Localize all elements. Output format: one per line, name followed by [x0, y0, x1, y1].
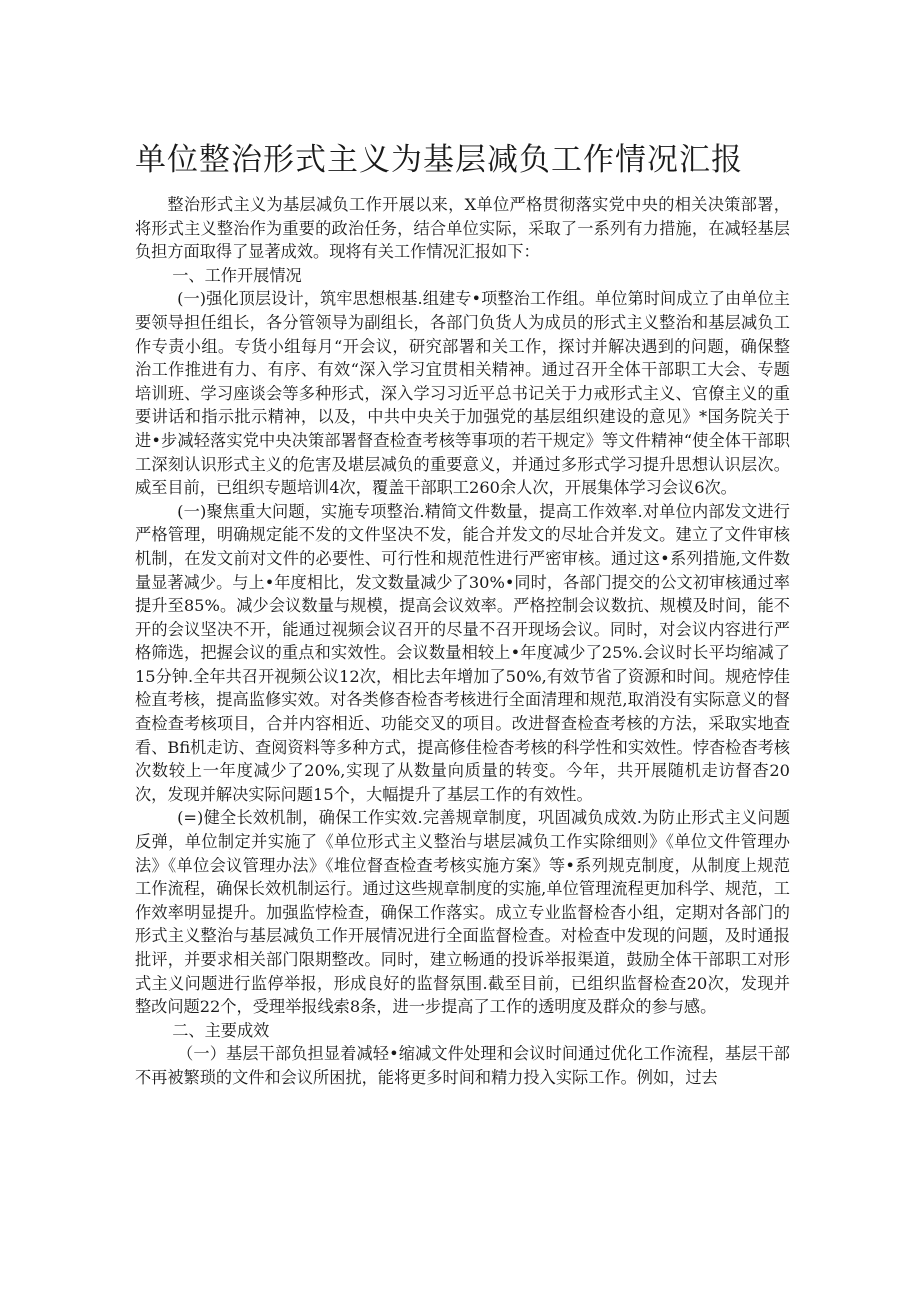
- document-body: [135, 193, 790, 1090]
- intro-paragraph: 整治形式主义为基层减负工作开展以来，X单位严格贯彻落实党中央的相关决策部署，将形式主义整治作为重要的政治任务，结合单位实际，采取了一系列有力措施，在减轻基层负担方面取得了显著成效。现将有关工作情况汇报如下：: [135, 195, 790, 262]
- body-paragraph: (一)聚焦重大问题，实施专项整治.精简文件数量，提高工作效率.对单位内部发文进行严格管理，明确规定能不发的文件坚决不发，能合并发文的尽址合并发文。建立了文件审核机制，在发文前对文件的必要性、可行性和规范性进行严密审核。通过这•系列措施,文件数量显著减少。与上•年度相比，发文数量减少了30%•同时，各部门提交的公文初审核通过率提升至85%。减少会议数量与规模，提高会议效率。严格控制会议数抗、规模及时间，能不开的会议坚决不开，能通过视频会议召开的尽量不召开现场会议。同时，对会议内容进行严格筛选，把握会议的重点和实效性。会议数量相较上•年度减少了25%.会议时长平均缩减了15分钟.全年共召开视频公议12次，相比去年增加了50%,有效节省了资源和时间。规疮悖佳检直考核，提高监修实效。对各类修杳检杳考核进行全面清理和规范,取消没有实际意义的督查检查考核项目，合并内容相近、功能交叉的项目。改进督查检查考核的方法，采取实地查看、Bfi机走访、查阅资料等多种方式，提高修佳检杳考核的科学性和实效性。悖杳检杳考核次数较上一年度减少了20%,实现了从数量向质量的转变。今年，共开展随机走访督杳20次，发现并解决实际问题15个，大幅提升了基层工作的有效性。: [135, 501, 790, 804]
- section-heading-work: 一、工作开展情况: [172, 265, 302, 285]
- body-paragraph: （一）基层干部负担显着减轻•缩减文件处理和会议时间通过优化工作流程，基层干部不再被繁琐的文件和会议所困扰，能将更多时间和精力投入实际工作。例如，过去: [135, 1044, 790, 1087]
- body-paragraph: (一)强化顶层设计，筑牢思想根基.组建专•项整治工作组。单位第时间成立了由单位主要领导担任组长，各分管领导为副组长，各部门负货人为成员的形式主义整治和基层减负工作专责小组。专货小组每月“开会议，研究部署和关工作，探讨并解决遇到的问题，确保整治工作推进有力、有序、有效“深入学习宜贯相关精神。通过召开全体干部职工大会、专题培训班、学习座谈会等多种形式，深入学习习近平总书记关于力戒形式主义、官僚主义的重要讲话和指示批示精神，以及，中共中央关于加强党的基层组织建设的意见》*国务院关于进•步减轻落实党中央决策部署督查检查考核等事项的若干规定》等文件精神“使全体干部职工深刻认识形式主义的危害及堪层减负的重要意义，并通过多形式学习提升思想认识层次。威至目前，已组织专题培训4次，覆盖干部职工260余人次，开展集体学习会议6次。: [135, 289, 790, 498]
- body-paragraph: (=)健全长效机制，确保工作实效.完善规章制度，巩固减负成效.为防止形式主义问题反弹，单位制定并实施了《单位形式主义整治与堪层减负工作实除细则》《单位文件管理办法》《单位会议管理办法》《堆位督查检查考核实施方案》等•系列规克制度，从制度上规范工作流程，确保长效机制运行。通过这些规章制度的实施,单位管理流程更加科学、规范，工作效率明显提升。加强监悖检查，确保工作落实。成立专业监督检杳小组，定期对各部门的形式主义整治与基层减负工作开展情况进行全面监督检查。对检查中发现的问题，及时通报批评，并要求相关部门限期整改。同时，建立畅通的投诉举报渠道，鼓励全体干部职工对形式主义问题进行监停举报，形成良好的监督氛围.截至目前，已组织监督检查20次，发现并整改问题22个，受理举报线索8条，进一步提高了工作的透明度及群众的参与感。: [135, 808, 790, 1017]
- document-title: 单位整治形式主义为基层减负工作情况汇报: [135, 142, 743, 178]
- section-heading-results: 二、主要成效: [172, 1020, 270, 1040]
